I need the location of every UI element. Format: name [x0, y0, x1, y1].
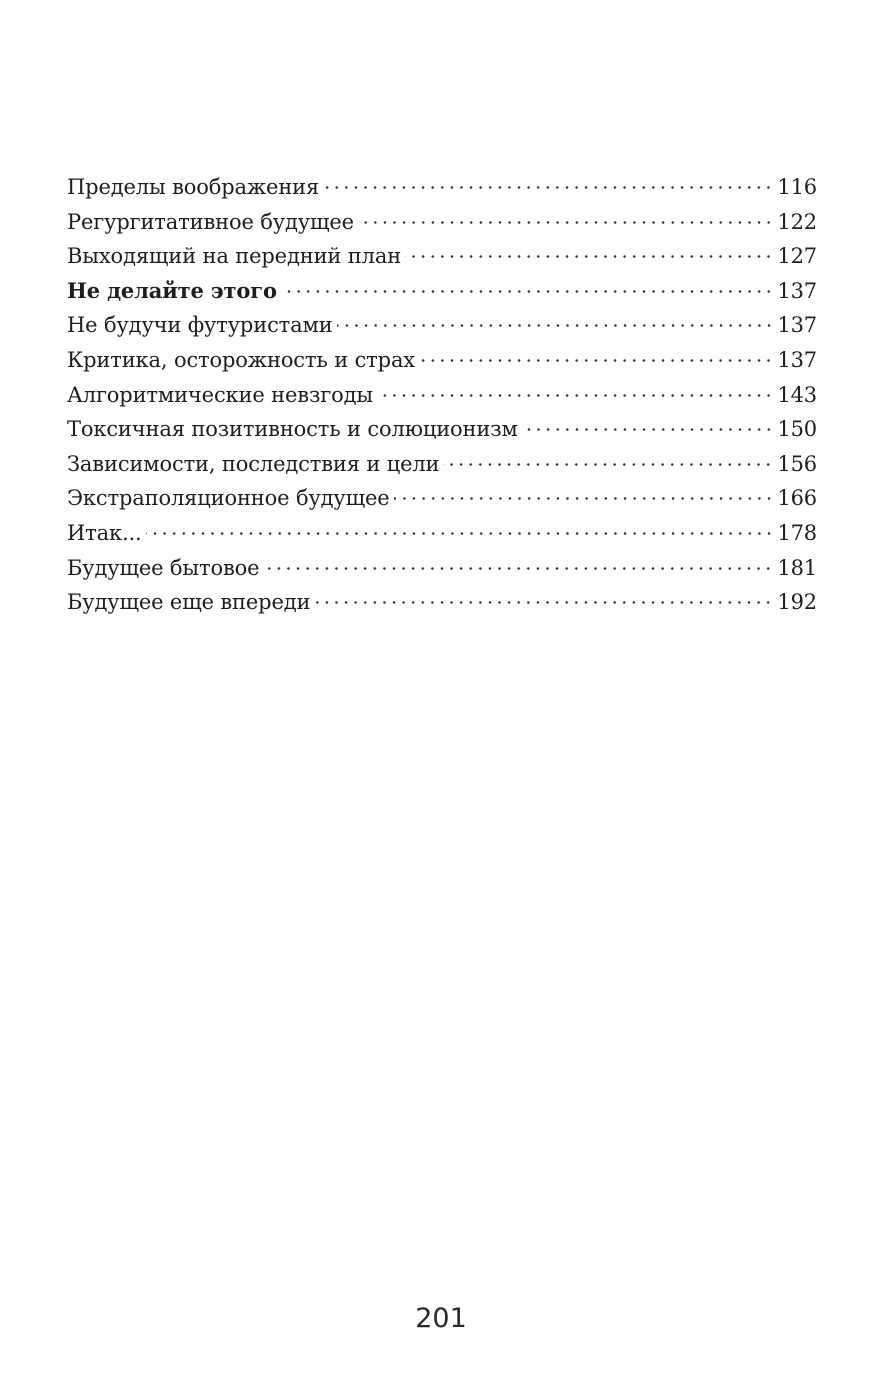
toc-entry	[67, 551, 817, 586]
toc-entry-page: 116	[777, 175, 817, 199]
dot-leader	[314, 601, 773, 604]
dot-leader	[522, 428, 774, 431]
toc-entry	[67, 378, 817, 413]
toc-entry-page: 156	[777, 451, 817, 476]
toc-entry-title: Будущее еще впереди	[67, 590, 311, 615]
toc-entry	[67, 343, 817, 378]
toc-entry-page: 127	[777, 244, 817, 269]
page-number: 201	[415, 1303, 467, 1334]
toc-section-heading	[67, 274, 817, 309]
toc-entry	[67, 516, 817, 551]
dot-leader	[419, 359, 773, 362]
toc-entry-page: 166	[777, 486, 817, 511]
dot-leader	[358, 221, 773, 224]
table-of-contents	[67, 170, 817, 620]
toc-entry-title: Не будучи футуристами	[67, 313, 333, 338]
toc-entry-title: Итак...	[67, 520, 142, 545]
toc-entry	[67, 412, 817, 447]
toc-entry-title: Будущее бытовое	[67, 555, 260, 580]
dot-leader	[323, 186, 773, 189]
dot-leader	[263, 567, 773, 570]
toc-entry-title: Не делайте этого	[67, 277, 277, 303]
toc-entry	[67, 170, 817, 205]
toc-entry-title: Регургитативное будущее	[67, 209, 354, 234]
toc-entry-page: 122	[777, 209, 817, 234]
toc-entry-page: 137	[777, 313, 817, 338]
toc-entry	[67, 308, 817, 343]
toc-entry	[67, 205, 817, 240]
dot-leader	[146, 532, 774, 535]
dot-leader	[443, 463, 773, 466]
toc-entry-page: 178	[777, 520, 817, 545]
dot-leader	[281, 290, 774, 293]
toc-entry-title: Токсичная позитивность и солюционизм	[67, 417, 518, 442]
toc-entry-title: Алгоритмические невзгоды	[67, 382, 373, 407]
toc-entry	[67, 447, 817, 482]
toc-entry	[67, 239, 817, 274]
toc-entry-page: 150	[777, 417, 817, 442]
toc-entry-page: 181	[777, 555, 817, 580]
toc-entry-title: Критика, осторожность и страх	[67, 347, 416, 372]
dot-leader	[394, 497, 774, 500]
toc-entry	[67, 585, 817, 620]
toc-entry-title: Выходящий на передний план	[67, 244, 402, 269]
toc-entry-title: Экстраполяционное будущее	[67, 486, 390, 511]
toc-entry-title: Пределы воображения	[67, 175, 320, 199]
toc-entry	[67, 481, 817, 516]
toc-entry-title: Зависимости, последствия и цели	[67, 451, 440, 476]
toc-entry-page: 192	[777, 590, 817, 615]
toc-entry-page: 137	[777, 347, 817, 372]
dot-leader	[377, 394, 773, 397]
toc-entry-page: 143	[777, 382, 817, 407]
dot-leader	[405, 255, 773, 258]
dot-leader	[337, 324, 774, 327]
toc-entry-page: 137	[777, 278, 817, 303]
